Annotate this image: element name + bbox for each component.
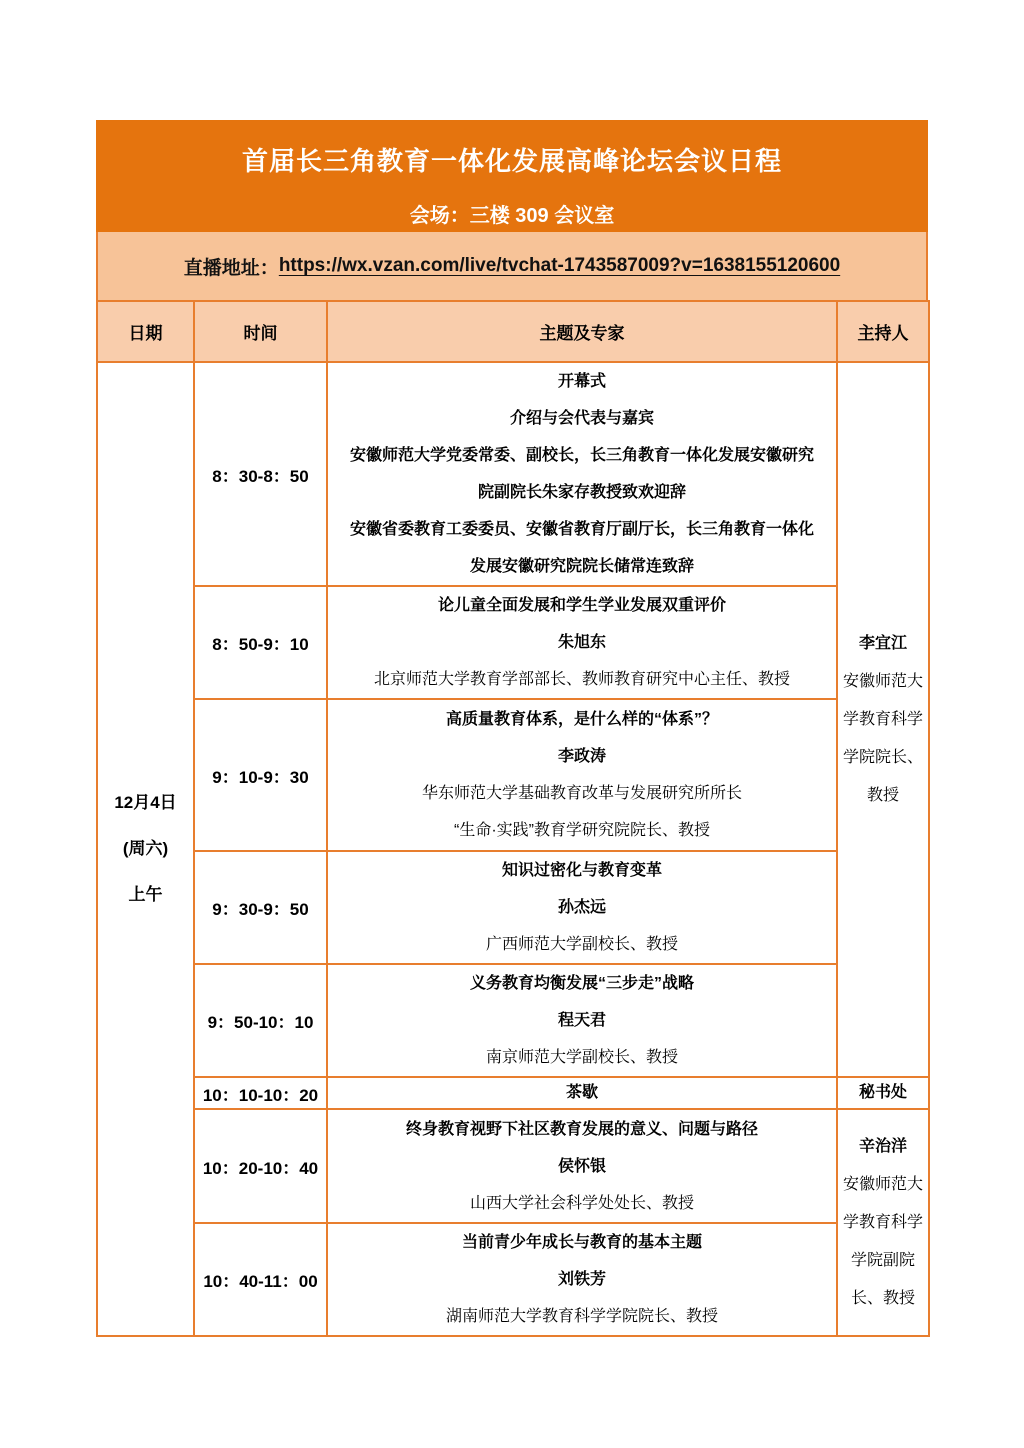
session-line: 安徽师范大学党委常委、副校长，长三角教育一体化发展安徽研究	[349, 447, 814, 464]
speaker-name: 朱旭东	[557, 634, 606, 651]
col-header-host: 主持人	[837, 301, 929, 362]
speaker-affiliation: 广西师范大学副校长、教授	[485, 936, 678, 953]
tea-break-cell	[327, 1077, 837, 1109]
live-link-url[interactable]: https://wx.vzan.com/live/tvchat-1743587009?v=1638155120600	[278, 255, 841, 276]
time-cell: 9：50-10：10	[194, 964, 327, 1077]
session-line: 发展安徽研究院院长储常连致辞	[469, 558, 694, 575]
host-cell	[837, 1077, 929, 1109]
session-title: 当前青少年成长与教育的基本主题	[461, 1234, 702, 1251]
session-cell	[327, 851, 837, 964]
host-affiliation: 安徽师范大学教育科学学院副院长、教授	[842, 1175, 923, 1307]
title-banner	[96, 120, 928, 232]
session-cell	[327, 699, 837, 851]
time-cell: 10：40-11：00	[194, 1223, 327, 1336]
speaker-affiliation: “生命·实践”教育学研究院院长、教授	[454, 822, 710, 839]
speaker-name: 孙杰远	[557, 899, 606, 916]
conference-schedule	[96, 120, 928, 1337]
date-cell	[97, 362, 194, 1336]
col-header-time: 时间	[194, 301, 327, 362]
host-affiliation: 安徽师范大学教育科学学院院长、教授	[842, 672, 923, 804]
date-line: 12月4日	[114, 793, 177, 812]
session-cell	[327, 964, 837, 1077]
session-line: 安徽省委教育工委委员、安徽省教育厅副厅长，长三角教育一体化	[349, 521, 814, 538]
schedule-row	[97, 1223, 929, 1336]
session-line: 介绍与会代表与嘉宾	[509, 410, 654, 427]
speaker-name: 程天君	[557, 1012, 606, 1029]
schedule-row	[97, 1077, 929, 1109]
session-cell	[327, 586, 837, 699]
session-cell	[327, 1223, 837, 1336]
time-cell: 8：30-8：50	[194, 362, 327, 586]
date-line: 上午	[128, 885, 163, 904]
speaker-name: 刘铁芳	[557, 1271, 606, 1288]
date-line: (周六)	[122, 839, 169, 858]
live-link-label: 直播地址：	[183, 257, 279, 279]
schedule-row	[97, 586, 929, 699]
schedule-row	[97, 964, 929, 1077]
host-cell	[837, 362, 929, 1077]
session-title: 茶歇	[565, 1084, 598, 1101]
time-cell: 8：50-9：10	[194, 586, 327, 699]
venue-subtitle: 会场：三楼 309 会议室	[409, 205, 615, 227]
schedule-row	[97, 699, 929, 851]
time-cell: 10：10-10：20	[194, 1077, 327, 1109]
col-header-date: 日期	[97, 301, 194, 362]
host-name: 秘书处	[858, 1084, 907, 1101]
session-title: 义务教育均衡发展“三步走”战略	[469, 975, 694, 992]
page-title: 首届长三角教育一体化发展高峰论坛会议日程	[241, 146, 782, 176]
session-line: 院副院长朱家存教授致欢迎辞	[477, 484, 686, 501]
speaker-affiliation: 北京师范大学教育学部部长、教师教育研究中心主任、教授	[373, 671, 790, 688]
session-title: 论儿童全面发展和学生学业发展双重评价	[437, 597, 726, 614]
session-cell	[327, 362, 837, 586]
speaker-affiliation: 湖南师范大学教育科学学院院长、教授	[445, 1308, 718, 1325]
time-cell: 9：30-9：50	[194, 851, 327, 964]
schedule-row	[97, 362, 929, 586]
host-name: 李宜江	[858, 634, 907, 652]
host-cell	[837, 1109, 929, 1336]
col-header-topic: 主题及专家	[327, 301, 837, 362]
session-title: 开幕式	[557, 373, 606, 390]
speaker-affiliation: 山西大学社会科学处处长、教授	[469, 1194, 694, 1212]
session-title: 知识过密化与教育变革	[501, 862, 662, 879]
session-cell	[327, 1109, 837, 1223]
speaker-affiliation: 华东师范大学基础教育改革与发展研究所所长	[421, 785, 742, 802]
schedule-row	[97, 1109, 929, 1223]
session-title: 终身教育视野下社区教育发展的意义、问题与路径	[405, 1120, 758, 1138]
live-link-bar	[96, 232, 928, 300]
table-header-row	[97, 301, 929, 362]
time-cell: 10：20-10：40	[194, 1109, 327, 1223]
time-cell: 9：10-9：30	[194, 699, 327, 851]
speaker-name: 侯怀银	[557, 1157, 606, 1175]
speaker-name: 李政涛	[557, 748, 606, 765]
speaker-affiliation: 南京师范大学副校长、教授	[485, 1049, 678, 1066]
schedule-row	[97, 851, 929, 964]
host-name: 辛治洋	[858, 1137, 907, 1155]
schedule-table	[96, 300, 930, 1337]
session-title: 高质量教育体系，是什么样的“体系”？	[445, 711, 718, 728]
